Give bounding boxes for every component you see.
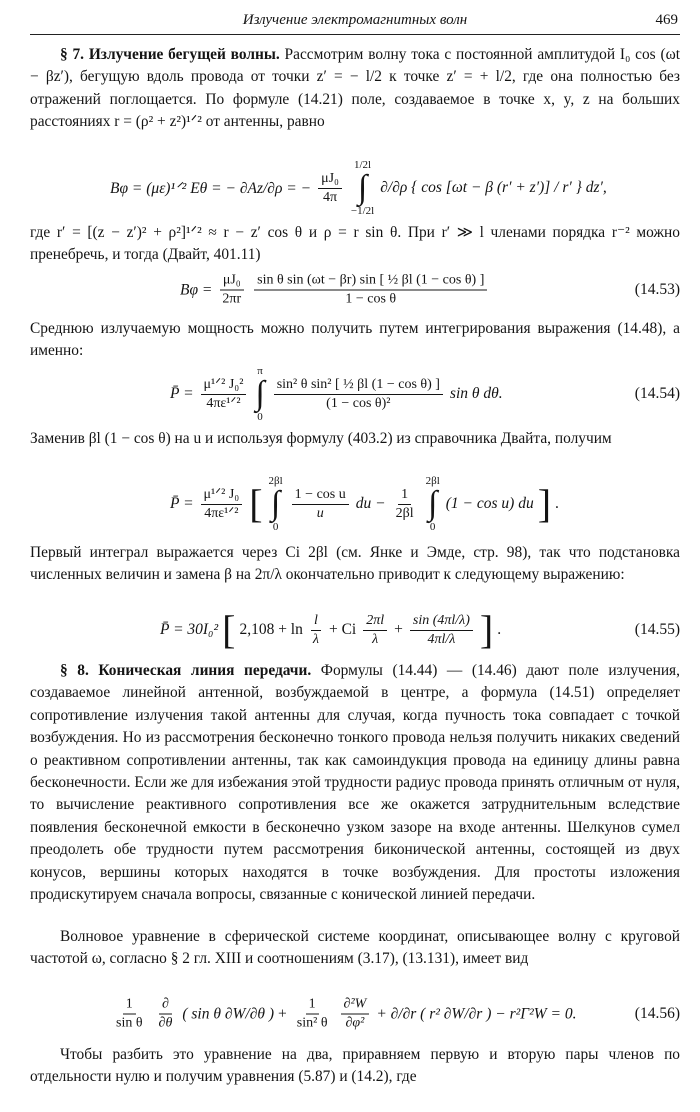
eq1453-main-fraction: $\frac{\text{sin θ sin (ωt − βr) sin [ ½ βl (1 − cos θ) ]}}{\text{1 − cos θ}}$ <box>254 273 487 308</box>
section8-paragraph3 <box>30 1044 680 1089</box>
eq2-fraction: $\frac{\text{1 − cos u}}{u}$ <box>292 487 349 522</box>
eq1453-label: (14.53) <box>634 281 680 298</box>
eq1454-tail: sin θ dθ. <box>449 385 503 402</box>
eq1455-end: . <box>497 621 502 638</box>
eq1455-f3: $\frac{\sin (4\pi l/\lambda)}{4\pi l/\lambda}$ <box>410 613 473 648</box>
eq1456-t1-body: ( sin θ ∂W/∂θ ) <box>182 1005 275 1022</box>
running-header <box>30 8 680 35</box>
eq2-integral-1: 2βl ∫ 0 <box>268 475 283 533</box>
equation-14-53 <box>30 266 680 314</box>
eq1455-b: + Ci <box>328 621 357 638</box>
eq2-int2-body: (1 − cos u) du <box>445 495 534 512</box>
eq1454-integral: π ∫ 0 <box>255 365 265 423</box>
equation-p-substituted: P̄ = $\frac{\text{μ¹ᐟ² J₀}}{\text{4πε¹ᐟ²}}$ [ 2βl ∫ 0 $\frac{\text{1 − cos u}}{u}$ du − $\frac{1}{2\beta l}$ 2βl ∫ 0 (1 − cos u) du ] . <box>170 475 559 533</box>
eq1455-f2: $\frac{2\pi l}{\lambda}$ <box>363 613 387 648</box>
eq1456-t3: + ∂/∂r ( r² ∂W/∂r ) − r²Γ²W = 0. <box>376 1005 577 1022</box>
section7-text5: Первый интеграл выражается через Ci 2βl (см. Янке и Эмде, стр. 98), так что подстановка численных величин и замена β на 2π/λ окончательно приводит к следующему выражению: <box>30 544 680 584</box>
eq1456-t1: $\frac{1}{\text{sin θ}}$ <box>116 996 143 1031</box>
eq1455-f1: $\frac{l}{\lambda}$ <box>312 612 319 647</box>
section8-heading: § 8. Коническая линия передачи. <box>60 662 312 679</box>
eq2-end: . <box>555 495 559 512</box>
eq1456-t2-op: $\frac{\text{∂²W}}{\text{∂φ²}}$ <box>341 997 370 1032</box>
section8-text3: Чтобы разбить это уравнение на два, приравняем первую и вторую пары членов по отдельности нулю и получим уравнения (5.87) и (14.2), где <box>30 1046 680 1086</box>
eq1453-lhs: Bφ = <box>180 281 213 298</box>
eq1455-a: 2,108 + ln <box>239 621 303 638</box>
eq2-k: $\frac{1}{2\beta l}$ <box>395 486 414 521</box>
eq1456-t2: $\frac{1}{\text{sin² θ}}$ <box>296 996 328 1031</box>
eq1454-coef: $\frac{\text{μ¹ᐟ² J₀²}}{\text{4πε¹ᐟ²}}$ <box>201 377 247 412</box>
eq2-integral-2: 2βl ∫ 0 <box>425 475 440 533</box>
section8-paragraph2 <box>30 926 680 971</box>
eq1454-lhs: P̄ = <box>170 385 194 402</box>
eq1456-t2-sign: + <box>278 1005 287 1022</box>
eq1-integral: 1/2l ∫ −1/2l <box>350 159 375 217</box>
section8-text2: Волновое уравнение в сферической системе координат, описывающее волну с круговой частотой ω, согласно § 2 гл. XIII и соотношениям (3.17), (13.131), имеет вид <box>30 928 680 968</box>
equation-14-56 <box>30 990 680 1038</box>
section7-heading: § 7. Излучение бегущей волны. <box>60 46 280 63</box>
section7-text4: Заменив βl (1 − cos θ) на u и используя формулу (403.2) из справочника Двайта, получим <box>30 430 612 447</box>
eq1456-t1-op: $\frac{\partial}{\partial\theta}$ <box>158 996 173 1031</box>
eq1454-label: (14.54) <box>634 385 680 402</box>
eq1-coef: $\frac{\text{μJ₀}}{4\pi}$ <box>318 171 342 206</box>
equation-14-55: P̄ = 30I₀² [ 2,108 + ln $\frac{l}{\lambda}$ + Ci $\frac{2\pi l}{\lambda}$ + $\frac{\sin (4\pi l/\lambda)}{4\pi l/\lambda}$ ] . (14.55) <box>160 607 680 652</box>
equation-14-54 <box>30 360 680 428</box>
equation-b-phi-integral <box>30 152 680 224</box>
eq1455-lhs: P̄ = 30I₀² <box>160 621 219 638</box>
eq1453-coef: $\frac{\text{μJ₀}}{2\pi r}$ <box>219 273 244 308</box>
eq1454-main-fraction: $\frac{\text{sin² θ sin² [ ½ βl (1 − cos θ) ]}}{\text{(1 − cos θ)²}}$ <box>274 377 443 412</box>
eq1455-c: + <box>394 621 403 638</box>
page-number: 469 <box>655 12 678 28</box>
eq1456-label: (14.56) <box>634 1005 680 1022</box>
section7-intro <box>30 44 680 134</box>
section8-text1: Формулы (14.44) — (14.46) дают поле излучения, создаваемое линейной антенной, возбуждаемой в центре, а формула (14.51) определяет сопротивление излучения такой антенны для случая, когда пучность тока совпадает с точкой возбуждения. Но из рассмотрения бесконечно тонкого провода нельзя получить никаких сведений о реактивном сопротивлении антенны, так как самоиндукция провода на единицу длины равна бесконечности. Если же для избежания этой трудности радиус провода принять отличным от нуля, то вычисление реактивного сопротивления все же окажется затруднительным вследствие появления бесконечной емкости в бесконечно узком зазоре на входе антенны. Шелкунов сумел преодолеть обе трудности путем рассмотрения биконической антенны, состоящей из двух конусов, вершины которых находятся в точке возбуждения. Для простоты изложения продискутируем сначала вопросы, связанные с конической линией передачи. <box>30 662 680 904</box>
section7-intro-text: Рассмотрим волну тока с постоянной амплитудой I₀ cos (ωt − βz′), бегущую вдоль провода от точки z′ = − l/2 к точке z′ = + l/2, где она полностью без отражений поглощается. По формуле (14.21) поле, создаваемое в точке x, y, z на больших расстояниях r = (ρ² + z²)¹ᐟ² от антенны, равно <box>30 46 680 131</box>
eq1-lhs: Bφ = (με)¹ᐟ² Eθ = − ∂Az/∂ρ = − <box>110 179 312 197</box>
eq2-coef: $\frac{\text{μ¹ᐟ² J₀}}{\text{4πε¹ᐟ²}}$ <box>201 487 243 522</box>
section7-text3: Среднюю излучаемую мощность можно получить путем интегрирования выражения (14.48), а именно: <box>30 320 680 360</box>
eq1455-label: (14.55) <box>634 621 680 638</box>
section8-paragraph1 <box>30 660 680 906</box>
running-title: Излучение электромагнитных волн <box>242 12 468 28</box>
eq2-mid: du − <box>355 495 386 512</box>
section7-text2: где r′ = [(z − z′)² + ρ²]¹ᐟ² ≈ r − z′ cos θ и ρ = r sin θ. При r′ ≫ l членами порядка r⁻² можно пренебречь, и тогда (Двайт, 401.11) <box>30 224 680 264</box>
eq1-integrand: ∂/∂ρ { cos [ωt − β (r′ + z′)] / r′ } dz′, <box>380 179 607 196</box>
eq2-lhs: P̄ = <box>170 495 194 512</box>
